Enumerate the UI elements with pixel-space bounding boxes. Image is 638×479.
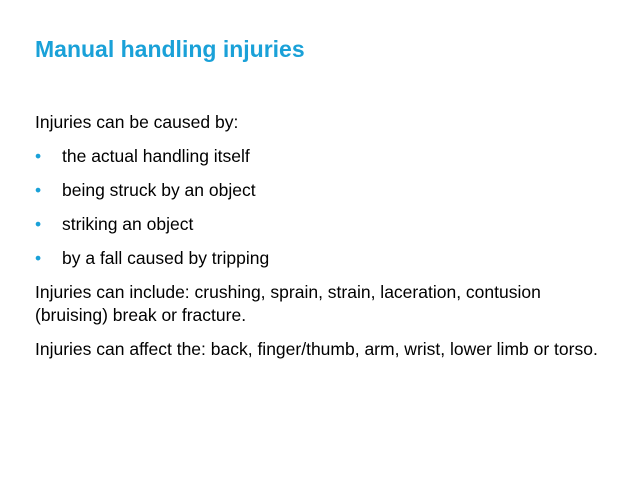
bullet-icon: •	[35, 146, 42, 166]
slide-body	[35, 111, 615, 372]
bullet-icon: •	[35, 248, 42, 268]
bullet-text: striking an object	[62, 214, 194, 234]
bullet-text: being struck by an object	[62, 180, 256, 200]
list-item	[35, 179, 615, 202]
bullet-text: the actual handling itself	[62, 146, 250, 166]
list-item	[35, 247, 615, 270]
cause-list	[35, 145, 615, 270]
slide-title: Manual handling injuries	[35, 36, 305, 62]
bullet-icon: •	[35, 214, 42, 234]
intro-text: Injuries can be caused by:	[35, 112, 239, 132]
list-item	[35, 213, 615, 236]
list-item	[35, 145, 615, 168]
include-text: Injuries can include: crushing, sprain, strain, laceration, contusion (bruising) break or fracture.	[35, 282, 541, 325]
bullet-text: by a fall caused by tripping	[62, 248, 270, 268]
affect-text: Injuries can affect the: back, finger/thumb, arm, wrist, lower limb or torso.	[35, 339, 598, 359]
bullet-icon: •	[35, 180, 42, 200]
